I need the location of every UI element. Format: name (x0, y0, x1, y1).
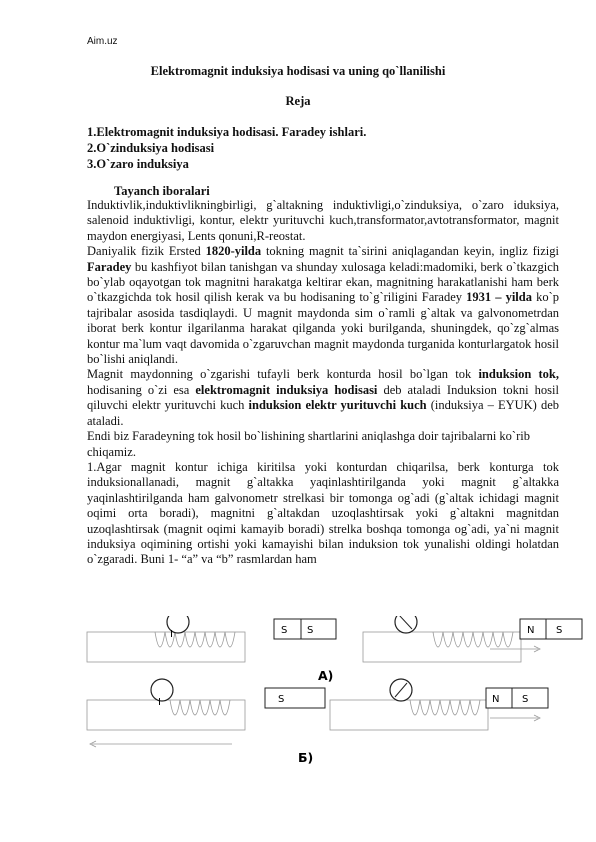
galvanometer-icon (395, 616, 417, 633)
magnet-pole-label: S (307, 625, 314, 636)
plan-heading: Reja (285, 94, 311, 108)
paragraph-experiments: Endi biz Faradeyning tok hosil bo`lishining shartlarini aniqlashga doir tajribalarni ko`rib chiqamiz. (87, 429, 530, 459)
plan-item-2: 2.O`zinduksiya hodisasi (87, 141, 215, 155)
magnet-pole-label: N (527, 625, 535, 636)
magnet-pole-label: S (281, 625, 288, 636)
galvanometer-icon (151, 679, 173, 701)
coil-winding (433, 632, 513, 647)
magnet-pole-label: S (522, 694, 529, 705)
magnet-bar (265, 688, 325, 708)
figure-label-b: Б) (298, 750, 314, 765)
galvanometer-label: I (170, 629, 173, 640)
paragraph-faraday: Daniyalik fizik Ersted 1820-yilda tokning magnit ta`sirini aniqlagandan keyin, ingliz fizigi Faradey bu kashfiyot bilan tanishgan va shunday xulosaga keladi:madomiki, berk o`tkazgich bo`ylab oqayotgan tok magnitni harakatga keltirar ekan, magnitning harakatlanishi ham berk o`tkazgichda tok hosil qilish kerak va bu hodisaning to`g`riligini Faradey 1931 – yilda ko`p tajribalar asosida tasdiqlaydi. U magnit maydonda sim o`ramli g`altak va galvonometrdan iborat berk kontur ilgarilanma harakat qilganda yoki burilganda, shuningdek, qo`zg`almas kontur ma`lum vaqt davomida o`zgaruvchan magnit maydonda turganida konturlargatok hosil bo`lishi aniqlandi. (87, 244, 559, 367)
magnet-pole-label: S (556, 625, 563, 636)
magnet-pole-label: S (278, 694, 285, 705)
galvanometer-label: I (158, 697, 161, 708)
figure-row-b (87, 679, 548, 747)
coil-box (87, 700, 245, 730)
paragraph-definition: Magnit maydonning o`zgarishi tufayli berk konturda hosil bo`lgan tok induksion tok, hodisaning o`zi esa elektromagnit induksiya hodisasi deb ataladi Induksion tokni hosil qiluvchi elektr yurituvchi kuch induksion elektr yurituvchi kuch (induksiya – EYUK) deb ataladi. (87, 367, 559, 428)
figure-label-a: А) (318, 668, 334, 683)
plan-list (87, 124, 366, 172)
magnet-pole-label: N (492, 694, 500, 705)
keywords-heading: Tayanch iboralari (114, 184, 210, 198)
paragraph-experiment-1: 1.Agar magnit kontur ichiga kiritilsa yoki konturdan chiqarilsa, berk konturga tok induksionallanadi, magnit g`altakka yaqinlashtirilganda yoki magnit g`altakka yaqinlashtirilganda ham galvonometr strelkasi bir tomonga og`adi (g`altak ichidagi magnit oqimi orta boradi), magnitni g`altakdan uzoqlashtirsak yoki g`altakni magnitdan uzoqlashtirsak (magnit oqimi kamayib boradi) strelka boshqa tomonga og`adi, ya`ni magnit induksiya oqimining ortishi yoki kamayishi bilan induksion tok yunalishi oldingi holatdan o`zgaradi. Buni 1- “a” va “b” rasmlardan ham (87, 459, 559, 567)
page-title: Elektromagnit induksiya hodisasi va uning qo`llanilishi (150, 64, 446, 78)
figure-row-a (87, 616, 582, 662)
induction-figure (0, 616, 596, 776)
body-text (87, 198, 559, 568)
coil-winding (155, 632, 235, 647)
plan-item-1: 1.Elektromagnit induksiya hodisasi. Faradey ishlari. (87, 125, 367, 139)
coil-winding (410, 700, 480, 715)
coil-winding (170, 700, 230, 715)
plan-item-3: 3.O`zaro induksiya (87, 157, 189, 171)
site-name: Aim.uz (87, 36, 118, 47)
keywords-paragraph: Induktivlik,induktivlikningbirligi, g`altakning induktivligi,o`zinduksiya, o`zaro iduksiya, salenoid induktivligi, kontur, elektr yurituvchi kuch,transformator,avtotransformator, magnit maydon energiyasi, Lents qonuni,R-reostat. (87, 198, 559, 243)
